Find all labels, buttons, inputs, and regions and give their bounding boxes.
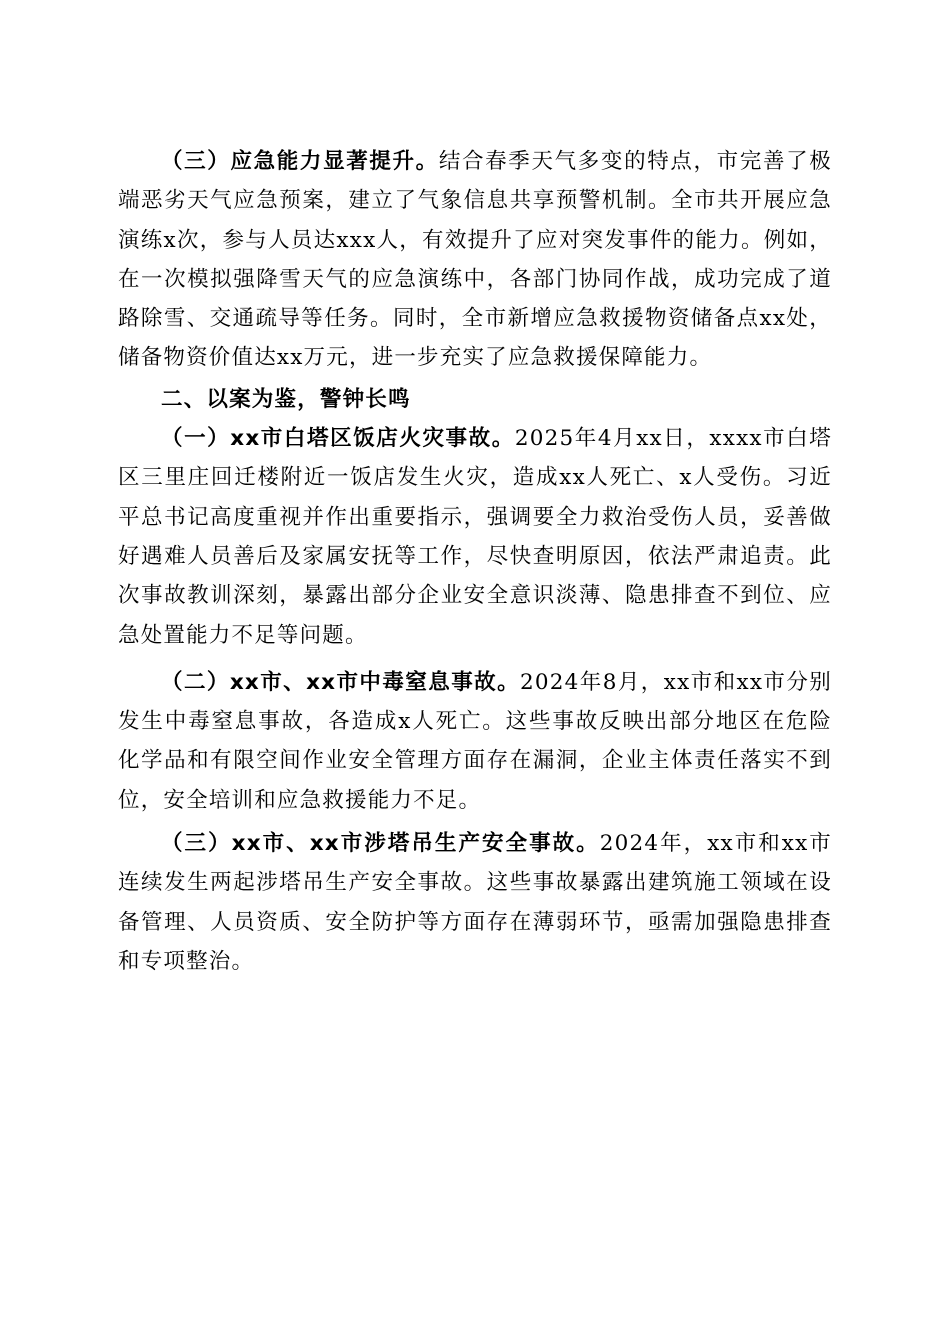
paragraph-lead: （三）应急能力显著提升。 <box>161 149 439 174</box>
paragraph-text: 2024年8月，xx市和xx市分别发生中毒窒息事故，各造成x人死亡。这些事故反映出部分地区在危险化学品和有限空间作业安全管理方面存在漏洞，企业主体责任落实不到位，安全培训和应急救援能力不足。 <box>118 669 833 813</box>
paragraph-lead: （二）xx市、xx市中毒窒息事故。 <box>161 669 521 695</box>
paragraph-emergency-capability <box>118 142 832 378</box>
paragraph-lead: （一）xx市白塔区饭店火灾事故。 <box>161 426 515 452</box>
document-body <box>118 142 832 981</box>
paragraph-case-tower-crane <box>118 824 832 981</box>
paragraph-text: 2025年4月xx日，xxxx市白塔区三里庄回迁楼附近一饭店发生火灾，造成xx人死亡、x人受伤。习近平总书记高度重视并作出重要指示，强调要全力救治受伤人员，妥善做好遇难人员善后及家属安抚等工作，尽快查明原因，依法严肃追责。此次事故教训深刻，暴露出部分企业安全意识淡薄、隐患排查不到位、应急处置能力不足等问题。 <box>118 426 833 648</box>
paragraph-case-poisoning <box>118 663 832 820</box>
section-heading: 二、以案为鉴，警钟长鸣 <box>161 386 411 412</box>
paragraph-text: 2024年，xx市和xx市连续发生两起涉塔吊生产安全事故。这些事故暴露出建筑施工领域在设备管理、人员资质、安全防护等方面存在薄弱环节，亟需加强隐患排查和专项整治。 <box>118 831 832 974</box>
paragraph-lead: （三）xx市、xx市涉塔吊生产安全事故。 <box>161 831 600 857</box>
paragraph-text: 结合春季天气多变的特点，市完善了极端恶劣天气应急预案，建立了气象信息共享预警机制。全市共开展应急演练x次，参与人员达xxx人，有效提升了应对突发事件的能力。例如，在一次模拟强降雪天气的应急演练中，各部门协同作战，成功完成了道路除雪、交通疏导等任务。同时，全市新增应急救援物资储备点xx处，储备物资价值达xx万元，进一步充实了应急救援保障能力。 <box>118 149 832 371</box>
paragraph-case-fire <box>118 419 832 655</box>
